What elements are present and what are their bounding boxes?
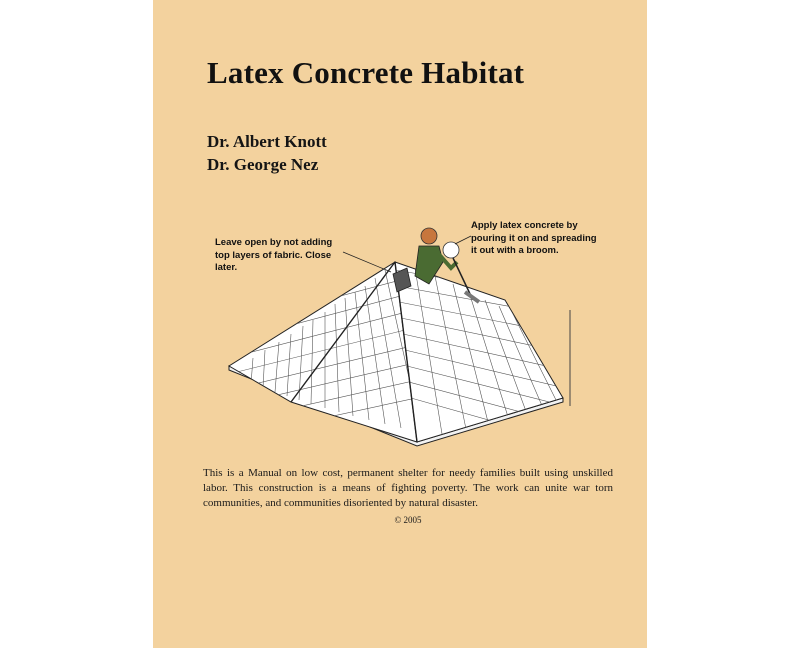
callout-right: Apply latex concrete by pouring it on and spreading it out with a broom. (471, 220, 597, 256)
book-cover (153, 0, 647, 648)
author-2: Dr. George Nez (207, 155, 319, 174)
roof-illustration (153, 0, 647, 648)
callout-left: Leave open by not adding top layers of fabric. Close later. (215, 237, 333, 273)
author-1: Dr. Albert Knott (207, 132, 327, 151)
book-title: Latex Concrete Habitat (207, 55, 525, 90)
description: This is a Manual on low cost, permanent shelter for needy families built using unskilled labor. This construction is a means of fighting poverty. The work can unite war torn communities, and communities disoriented by natural disaster. (203, 467, 613, 509)
copyright: © 2005 (394, 515, 422, 525)
